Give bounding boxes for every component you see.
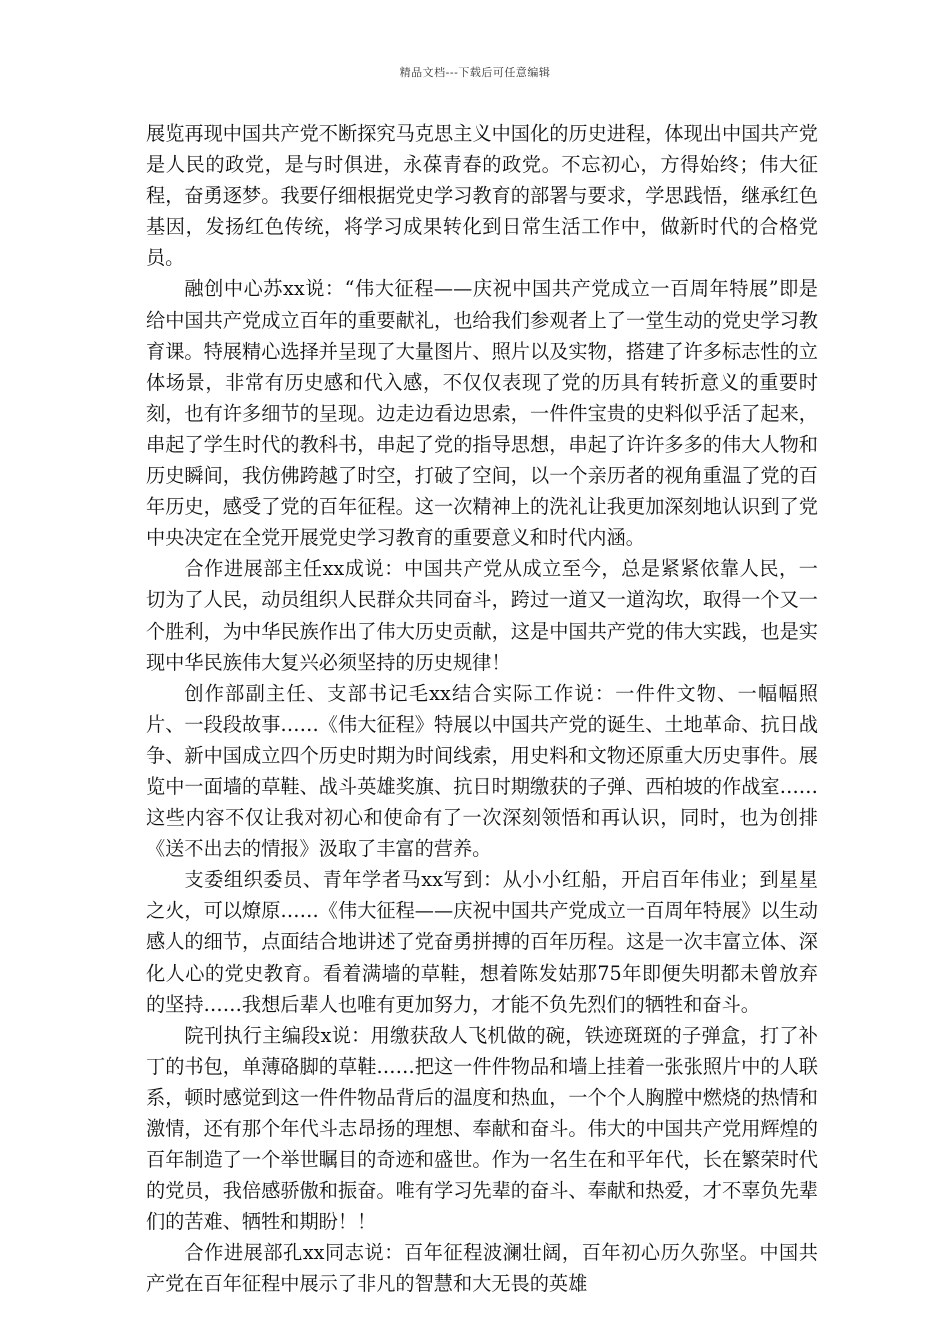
paragraph-7: 合作进展部孔xx同志说：百年征程波澜壮阔，百年初心历久弥坚。中国共产党在百年征程中展示了非凡的智慧和大无畏的英雄	[146, 1241, 818, 1296]
paragraph-2: 融创中心苏xx说：“伟大征程——庆祝中国共产党成立一百周年特展”即是给中国共产党成立百年的重要献礼，也给我们参观者上了一堂生动的党史学习教育课。特展精心选择并呈现了大量图片、照片以及实物，搭建了许多标志性的立体场景，非常有历史感和代入感，不仅仅表现了党的历具有转折意义的重要时刻，也有许多细节的呈现。边走边看边思索，一件件宝贵的史料似乎活了起来，串起了学生时代的教科书，串起了党的指导思想，串起了许许多多的伟大人物和历史瞬间，我仿佛跨越了时空，打破了空间，以一个亲历者的视角重温了党的百年历史，感受了党的百年征程。这一次精神上的洗礼让我更加深刻地认识到了党中央决定在全党开展党史学习教育的重要意义和时代内涵。	[146, 277, 818, 550]
document-body	[146, 118, 818, 1300]
paragraph-4: 创作部副主任、支部书记毛xx结合实际工作说：一件件文物、一幅幅照片、一段段故事……《伟大征程》特展以中国共产党的诞生、土地革命、抗日战争、新中国成立四个历史时期为时间线索，用史料和文物还原重大历史事件。展览中一面墙的草鞋、战斗英雄奖旗、抗日时期缴获的子弹、西柏坡的作战室……这些内容不仅让我对初心和使命有了一次深刻领悟和再认识，同时，也为创排《送不出去的情报》汲取了丰富的营养。	[146, 681, 818, 861]
paragraph-6: 院刊执行主编段x说：用缴获敌人飞机做的碗，铁迹斑斑的子弹盒，打了补丁的书包，单薄硌脚的草鞋……把这一件件物品和墙上挂着一张张照片中的人联系，顿时感觉到这一件件物品背后的温度和热血，一个个人胸膛中燃烧的热情和激情，还有那个年代斗志昂扬的理想、奉献和奋斗。伟大的中国共产党用辉煌的百年制造了一个举世瞩目的奇迹和盛世。作为一名生在和平年代，长在繁荣时代的党员，我倍感骄傲和振奋。唯有学习先辈的奋斗、奉献和热爱，才不辜负先辈们的苦难、牺牲和期盼！！	[146, 1023, 818, 1234]
paragraph-3: 合作进展部主任xx成说：中国共产党从成立至今，总是紧紧依靠人民，一切为了人民，动员组织人民群众共同奋斗，跨过一道又一道沟坎，取得一个又一个胜利，为中华民族作出了伟大历史贡献，这是中国共产党的伟大实践，也是实现中华民族伟大复兴必须坚持的历史规律！	[146, 557, 818, 674]
page-header: 精品文档---下载后可任意编辑	[399, 66, 551, 79]
paragraph-5: 支委组织委员、青年学者马xx写到：从小小红船，开启百年伟业；到星星之火，可以燎原……《伟大征程——庆祝中国共产党成立一百周年特展》以生动感人的细节，点面结合地讲述了党奋勇拼搏的百年历程。这是一次丰富立体、深化人心的党史教育。看着满墙的草鞋，想着陈发姑那75年即便失明都未曾放弃的坚持……我想后辈人也唯有更加努力，才能不负先烈们的牺牲和奋斗。	[146, 868, 818, 1016]
paragraph-1: 展览再现中国共产党不断探究马克思主义中国化的历史进程，体现出中国共产党是人民的政党，是与时俱进，永葆青春的政党。不忘初心，方得始终；伟大征程，奋勇逐梦。我要仔细根据党史学习教育的部署与要求，学思践悟，继承红色基因，发扬红色传统，将学习成果转化到日常生活工作中，做新时代的合格党员。	[146, 122, 818, 270]
